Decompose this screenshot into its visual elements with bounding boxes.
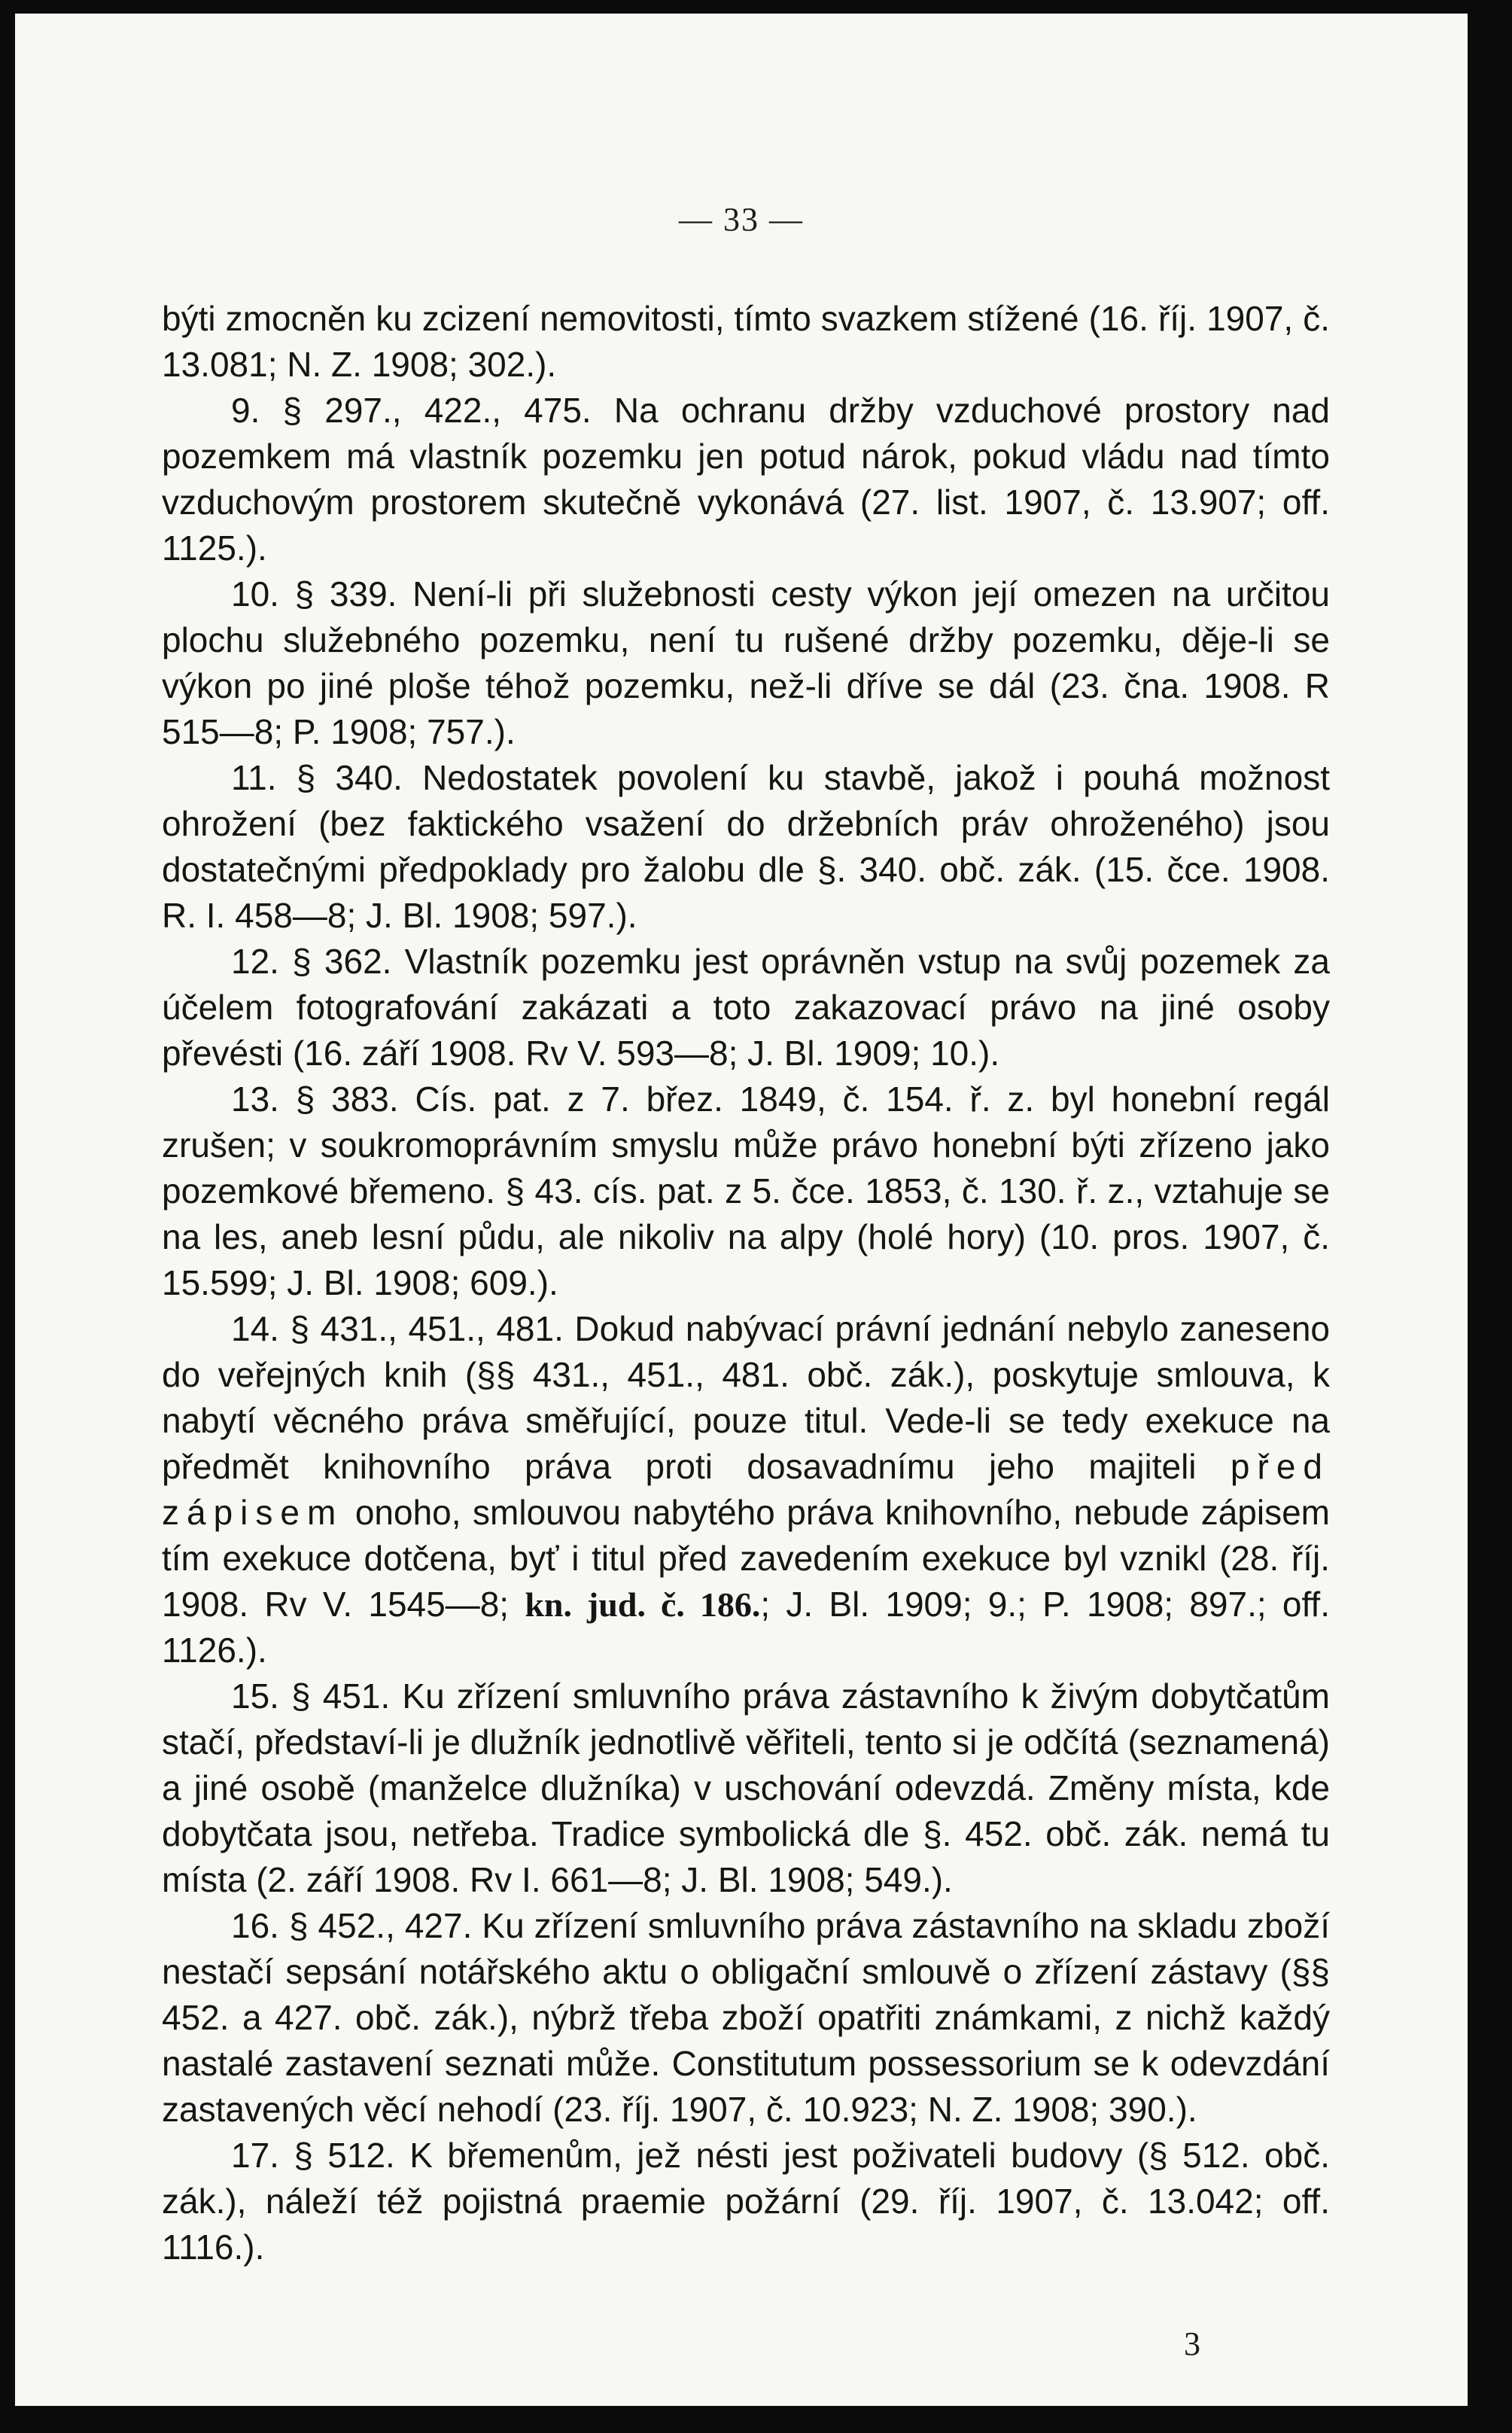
paragraph-p17	[162, 2133, 1330, 2270]
paragraph-p12	[162, 939, 1330, 1076]
bold-text: kn. jud. č. 186.	[525, 1585, 761, 1624]
paragraph-p13	[162, 1076, 1330, 1306]
paragraph-p15	[162, 1673, 1330, 1903]
paragraph-p16	[162, 1903, 1330, 2133]
paragraph-text: 17. § 512. K břemenům, jež nésti jest poživateli budovy (§ 512. obč. zák.), náleží též pojistná praemie požární (29. říj. 1907, č. 13.042; off. 1116.).	[162, 2136, 1330, 2267]
book-page	[15, 14, 1468, 2406]
paragraph-text: ; J. Bl. 1909; 9.; P. 1908; 897.; off. 1126.).	[162, 1585, 1330, 1670]
page-number: — 33 —	[679, 201, 804, 238]
paragraph-text: 15. § 451. Ku zřízení smluvního práva zástavního k živým dobytčatům stačí, představí-li je dlužník jednotlivě věřiteli, tento si je odčítá (seznamená) a jiné osobě (manželce dlužníka) v uschování odevzdá. Změny místa, kde dobytčata jsou, netřeba. Tradice symbolická dle §. 452. obč. zák. nemá tu místa (2. září 1908. Rv I. 661—8; J. Bl. 1908; 549.).	[162, 1676, 1330, 1899]
spaced-text: před zápisem	[162, 1447, 1330, 1532]
paragraph-p14	[162, 1306, 1330, 1673]
paragraph-text: 12. § 362. Vlastník pozemku jest oprávněn vstup na svůj pozemek za účelem fotografování zakázati a toto zakazovací právo na jiné osoby převésti (16. září 1908. Rv V. 593—8; J. Bl. 1909; 10.).	[162, 942, 1330, 1073]
paragraph-text: 11. § 340. Nedostatek povolení ku stavbě, jakož i pouhá možnost ohrožení (bez faktického vsažení do držebních práv ohroženého) jsou dostatečnými předpoklady pro žalobu dle §. 340. obč. zák. (15. čce. 1908. R. I. 458—8; J. Bl. 1908; 597.).	[162, 758, 1330, 935]
paragraph-p11	[162, 755, 1330, 939]
paragraph-text: 14. § 431., 451., 481. Dokud nabývací právní jednání nebylo zaneseno do veřejných knih (§§ 431., 451., 481. obč. zák.), poskytuje smlouva, k nabytí věcného práva směřující, pouze titul. Vede-li se tedy exekuce na předmět knihovního práva proti dosavadnímu jeho majiteli	[162, 1309, 1330, 1486]
signature-mark: 3	[1184, 2325, 1200, 2362]
paragraph-p10	[162, 571, 1330, 755]
paragraph-text: 16. § 452., 427. Ku zřízení smluvního práva zástavního na skladu zboží nestačí sepsání notářského aktu o obligační smlouvě o zřízení zástavy (§§ 452. a 427. obč. zák.), nýbrž třeba zboží opatřiti známkami, z nichž každý nastalé zastavení seznati může. Constitutum possessorium se k odevzdání zastavených věcí nehodí (23. říj. 1907, č. 10.923; N. Z. 1908; 390.).	[162, 1906, 1330, 2129]
paragraph-text: 9. § 297., 422., 475. Na ochranu držby vzduchové prostory nad pozemkem má vlastník pozemku jen potud nárok, pokud vládu nad tímto vzduchovým prostorem skutečně vykonává (27. list. 1907, č. 13.907; off. 1125.).	[162, 391, 1330, 568]
body-text	[162, 296, 1330, 2270]
paragraph-text: 13. § 383. Cís. pat. z 7. břez. 1849, č. 154. ř. z. byl honební regál zrušen; v soukromoprávním smyslu může právo honební býti zřízeno jako pozemkové břemeno. § 43. cís. pat. z 5. čce. 1853, č. 130. ř. z., vztahuje se na les, aneb lesní půdu, ale nikoliv na alpy (holé hory) (10. pros. 1907, č. 15.599; J. Bl. 1908; 609.).	[162, 1079, 1330, 1302]
paragraph-p9	[162, 388, 1330, 571]
paragraph-text: 10. § 339. Není-li při služebnosti cesty výkon její omezen na určitou plochu služebného pozemku, není tu rušené držby pozemku, děje-li se výkon po jiné ploše téhož pozemku, než-li dříve se dál (23. čna. 1908. R 515—8; P. 1908; 757.).	[162, 574, 1330, 751]
paragraph-text: býti zmocněn ku zcizení nemovitosti, tímto svazkem stížené (16. říj. 1907, č. 13.081; N. Z. 1908; 302.).	[162, 299, 1330, 384]
paragraph-text: onoho, smlouvou nabytého práva knihovního, nebude zápisem tím exekuce dotčena, byť i titul před zavedením exekuce byl vznikl (28. říj. 1908. Rv V. 1545—8;	[162, 1493, 1330, 1624]
paragraph-p8-cont	[162, 296, 1330, 388]
